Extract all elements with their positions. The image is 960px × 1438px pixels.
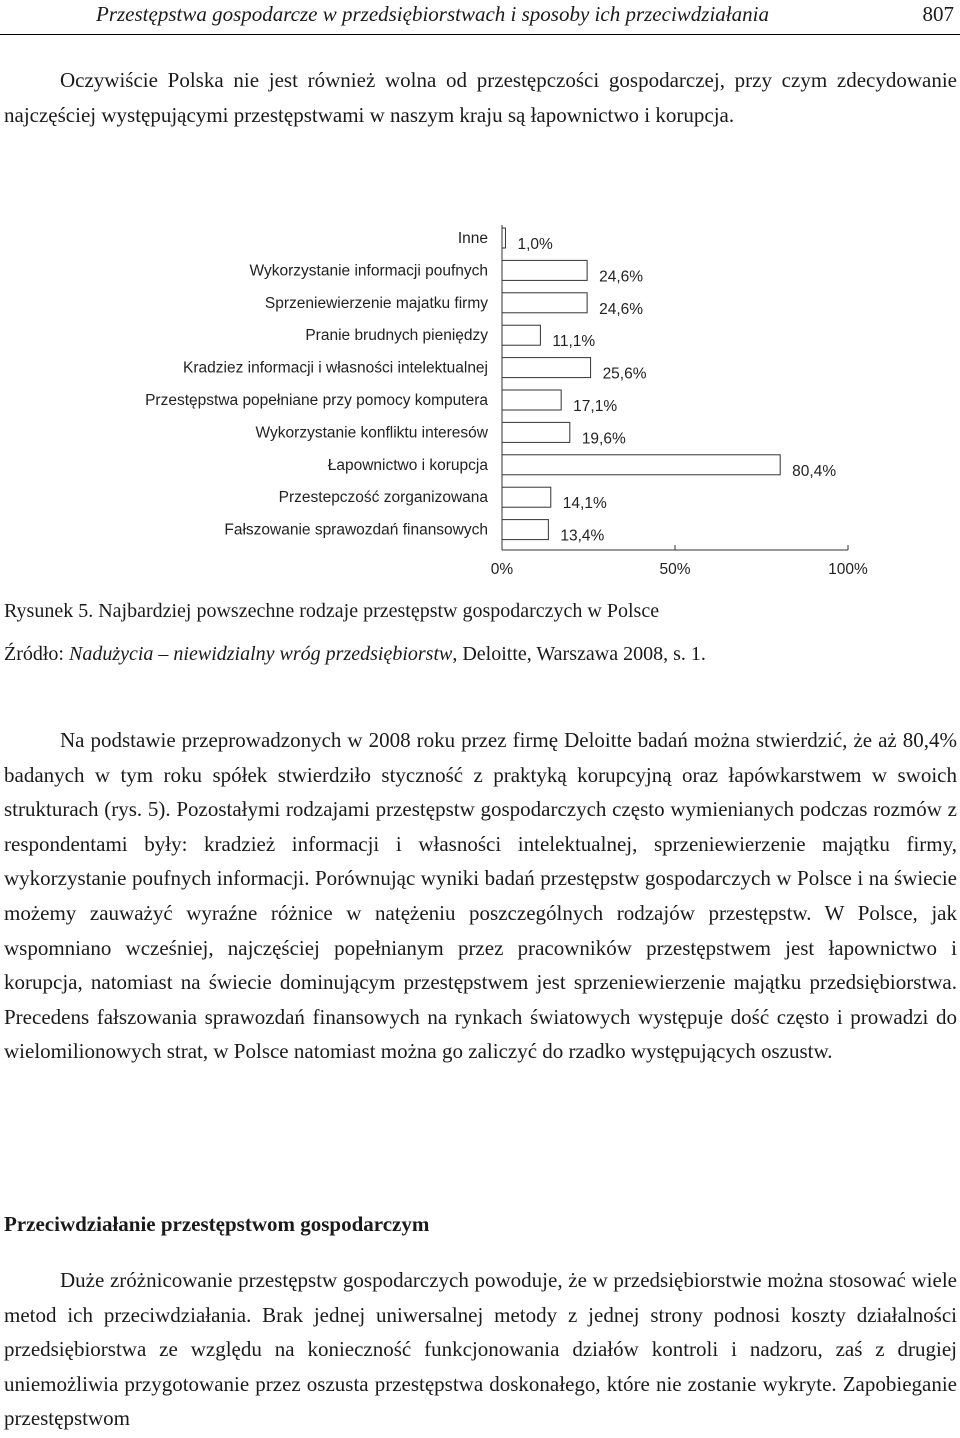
category-label: Przestępstwa popełniane przy pomocy komputera [145,392,488,409]
value-label: 24,6% [599,300,644,318]
body-text-1: Na podstawie przeprowadzonych w 2008 roku przez firmę Deloitte badań można stwierdzić, że aż 80,4% badanych w tym roku spółek stwierdziło styczność z praktyką korupcyjną oraz łapówkarstwem w swoich strukturach (rys. 5). Pozostałymi rodzajami przestępstw gospodarczych często wymienianych podczas rozmów z respondentami były: kradzież informacji i własności intelektualnej, sprzeniewierzenie majątku firmy, wykorzystanie poufnych informacji. Porównując wyniki badań przestępstw gospodarczych w Polsce i na świecie możemy zauważyć wyraźne różnice w natężeniu poszczególnych rodzajów przestępstw. W Polsce, jak wspomniano wcześniej, najczęściej popełnianym przez pracowników przestępstwem jest łapownictwo i korupcja, natomiast na świecie dominującym przestępstwem jest sprzeniewierzenie majątku przedsiębiorstwa. Precedens fałszowania sprawozdań finansowych na rynkach światowych występuje dość często i prowadzi do wielomilionowych strat, w Polsce natomiast można go zaliczyć do rzadko występujących oszustw. [4,728,957,1064]
source-label: Źródło: [4,643,64,665]
running-head [0,0,960,35]
body-paragraph-2 [4,1263,957,1436]
source-rest: , Deloitte, Warszawa 2008, s. 1. [452,643,706,665]
category-label: Wykorzystanie informacji poufnych [249,262,488,280]
category-label: Przestepczość zorganizowana [278,489,488,507]
source-title: Nadużycia – niewidzialny wróg przedsiębiorstw [69,643,453,665]
bar [502,325,540,345]
bar [502,390,561,410]
value-label: 13,4% [560,527,605,545]
bar [502,228,505,248]
figure-title: Najbardziej powszechne rodzaje przestępstw gospodarczych w Polsce [98,600,660,622]
intro-paragraph [4,63,957,132]
body-text-2: Duże zróżnicowanie przestępstw gospodarczych powoduje, że w przedsiębiorstwie można stosować wiele metod ich przeciwdziałania. Brak jednej uniwersalnej metody z jednej strony podnosi koszty działalności przedsiębiorstwa ze względu na konieczność funkcjonowania działów kontroli i nadzoru, zaś z drugiej uniemożliwia przygotowanie przez oszusta przestępstwa doskonałego, które nie zostanie wykryte. Zapobieganie przestępstwom [4,1268,957,1431]
figure-source [4,643,706,666]
value-label: 24,6% [599,268,644,286]
tick-label: 50% [659,561,691,578]
body-paragraph-1 [4,723,957,1069]
category-label: Łapownictwo i korupcja [327,456,488,474]
category-label: Fałszowanie sprawozdań finansowych [224,521,488,539]
tick-label: 0% [490,561,514,578]
bar-chart [0,215,960,590]
bar [502,520,548,540]
value-label: 19,6% [581,430,626,448]
figure-label: Rysunek 5. [4,600,94,622]
intro-text: Oczywiście Polska nie jest również wolna od przestępczości gospodarczej, przy czym zdecydowanie najczęściej występującymi przestępstwami w naszym kraju są łapownictwo i korupcja. [4,68,957,127]
tick-label: 100% [828,561,868,578]
bar [502,422,570,442]
page-number: 807 [922,2,954,26]
bar [502,358,591,378]
bar [502,487,551,507]
value-label: 11,1% [552,333,596,351]
bar [502,260,587,280]
category-label: Sprzeniewierzenie majatku firmy [264,294,488,312]
section-heading: Przeciwdziałanie przestępstwom gospodarczym [4,1212,430,1236]
category-label: Inne [457,230,488,247]
running-title: Przestępstwa gospodarcze w przedsiębiorstwach i sposoby ich przeciwdziałania [96,2,769,26]
category-label: Pranie brudnych pieniędzy [305,327,488,345]
bar [502,455,780,475]
value-label: 80,4% [792,462,837,480]
value-label: 14,1% [562,495,607,513]
figure-caption [4,600,659,623]
value-label: 1,0% [517,236,553,253]
category-label: Kradziez informacji i własności intelektualnej [183,359,488,377]
value-label: 17,1% [573,398,618,415]
value-label: 25,6% [602,365,647,383]
category-label: Wykorzystanie konfliktu interesów [255,424,488,442]
bar [502,293,587,313]
